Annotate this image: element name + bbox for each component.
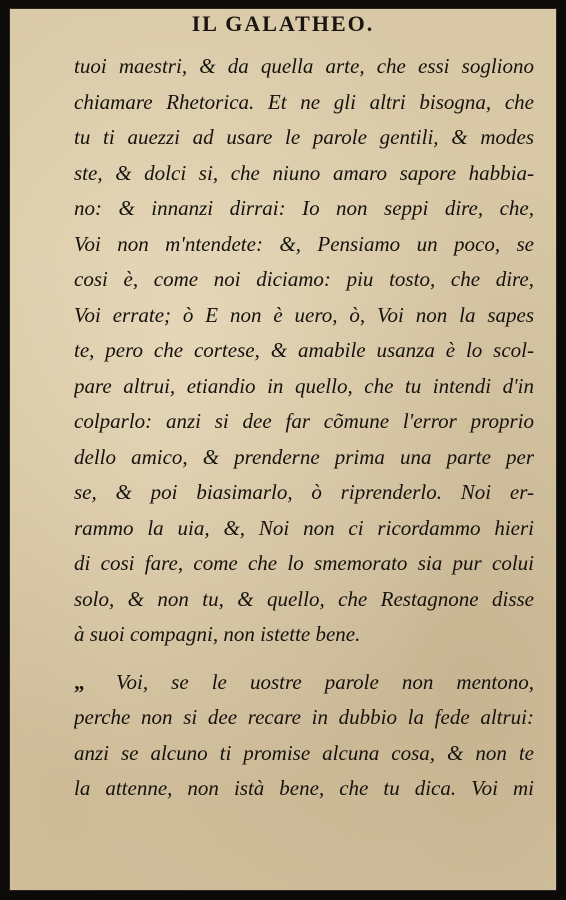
text-line: te, pero che cortese, & amabile usanza è lo scol- xyxy=(74,338,534,362)
text-line: se, & poi biasimarlo, ò riprenderlo. Noi er- xyxy=(74,480,534,504)
quotation-mark: „ xyxy=(74,669,85,694)
text-line: ste, & dolci si, che niuno amaro sapore habbia- xyxy=(74,160,534,185)
text-line: cosi è, come noi diciamo: piu tosto, che dire, xyxy=(74,267,534,291)
text-line: la attenne, non istà bene, che tu dica. Voi mi xyxy=(74,776,534,800)
text-line: Voi errate; ò E non è uero, ò, Voi non la sapes xyxy=(74,302,534,327)
paragraph-gap xyxy=(74,653,534,665)
text-line: rammo la uia, &, Noi non ci ricordammo hieri xyxy=(74,515,534,540)
text-line: colparlo: anzi si dee far cõmune l'error proprio xyxy=(74,409,534,433)
text-line: anzi se alcuno ti promise alcuna cosa, & non te xyxy=(74,740,534,765)
text-line: di cosi fare, come che lo smemorato sia pur colui xyxy=(74,551,534,575)
text-line: Voi non m'ntendete: &, Pensiamo un poco, se xyxy=(74,231,534,256)
text-line: dello amico, & prenderne prima una parte per xyxy=(74,444,534,469)
text-line: pare altrui, etiandio in quello, che tu intendi d'in xyxy=(74,373,534,398)
text-line: à suoi compagni, non istette bene. xyxy=(74,622,361,646)
body-text xyxy=(74,49,534,807)
text-line xyxy=(74,665,534,701)
text-line: tuoi maestri, & da quella arte, che essi sogliono xyxy=(74,54,534,78)
text-line: perche non si dee recare in dubbio la fede altrui: xyxy=(74,705,534,729)
text-line: chiamare Rhetorica. Et ne gli altri bisogna, che xyxy=(74,89,534,114)
text-line: no: & innanzi dirrai: Io non seppi dire, che, xyxy=(74,196,534,220)
running-head: IL GALATHEO. xyxy=(191,11,375,36)
text-line: tu ti auezzi ad usare le parole gentili, & modes xyxy=(74,125,534,149)
text-line-content: Voi, se le uostre parole non mentono, xyxy=(116,669,534,694)
text-line: solo, & non tu, & quello, che Restagnone disse xyxy=(74,586,534,611)
book-page xyxy=(9,8,557,891)
